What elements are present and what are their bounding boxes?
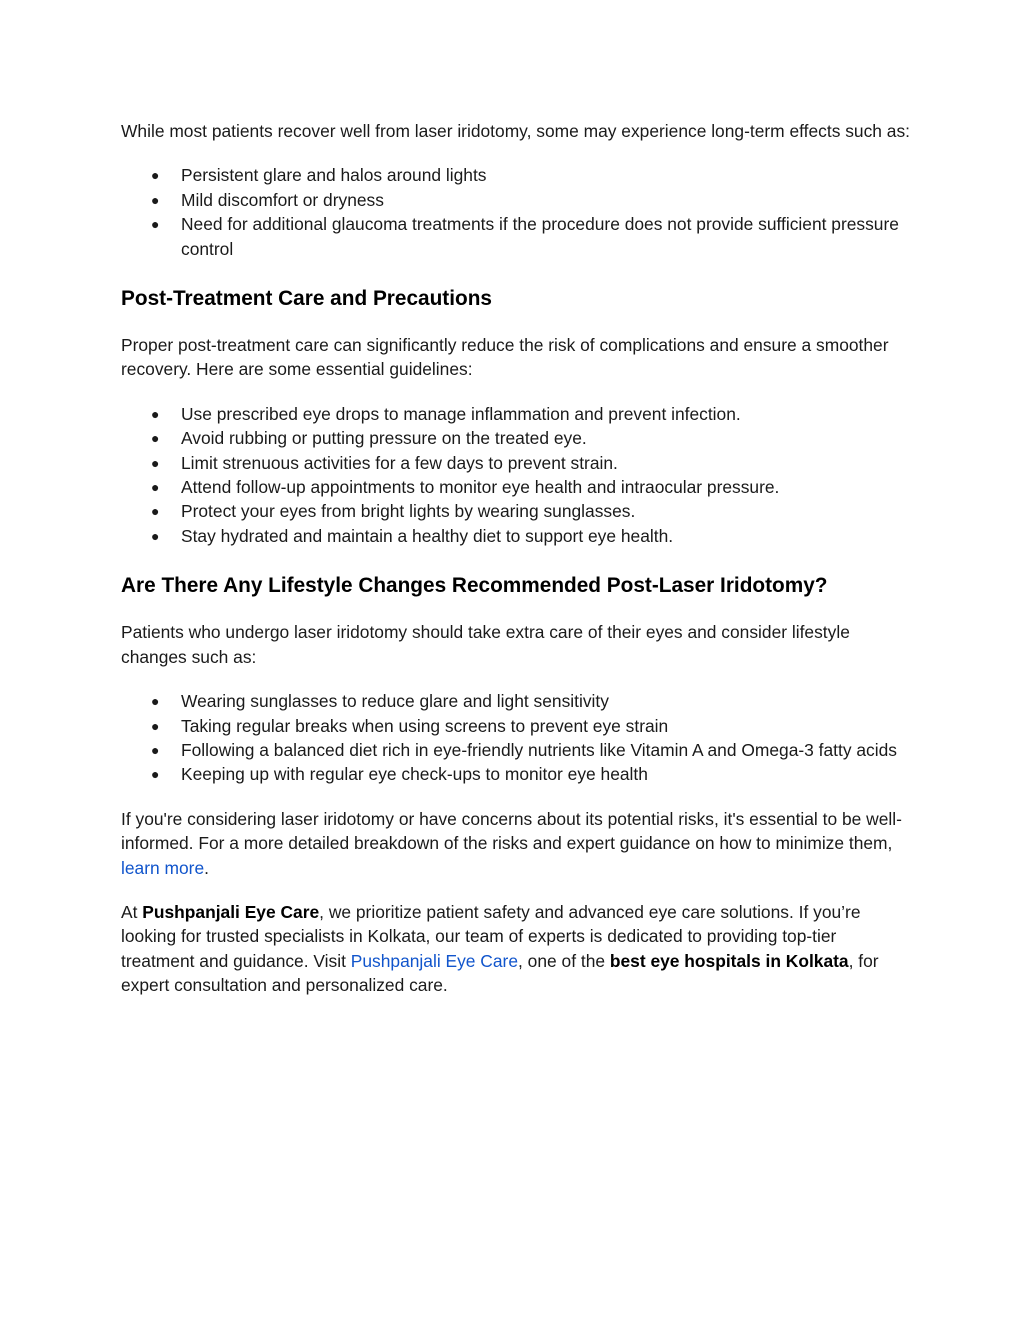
list-item-text: Attend follow-up appointments to monitor eye health and intraocular pressure. bbox=[181, 477, 780, 498]
bullet-icon: ● bbox=[151, 527, 160, 544]
bullet-icon: ● bbox=[151, 216, 160, 233]
bullet-icon: ● bbox=[151, 503, 160, 520]
list-item-text: Avoid rubbing or putting pressure on the treated eye. bbox=[181, 428, 587, 449]
clinic-link[interactable]: Pushpanjali Eye Care bbox=[350, 950, 519, 971]
closing-paragraph bbox=[121, 900, 911, 998]
closing-text: , one of the bbox=[518, 950, 610, 971]
list-item-text: Limit strenuous activities for a few days to prevent strain. bbox=[181, 452, 618, 473]
intro-paragraph: While most patients recover well from laser iridotomy, some may experience long-term effects such as: bbox=[121, 121, 910, 141]
bullet-icon: ● bbox=[151, 693, 160, 710]
list-item-text: Taking regular breaks when using screens to prevent eye strain bbox=[181, 715, 669, 736]
list-item-text: Mild discomfort or dryness bbox=[181, 189, 384, 210]
list-item-text: Persistent glare and halos around lights bbox=[181, 165, 487, 186]
long-term-effects-list bbox=[121, 163, 911, 261]
bullet-icon: ● bbox=[151, 167, 160, 184]
risks-text: If you're considering laser iridotomy or have concerns about its potential risks, it's essential to be well-informed. For a more detailed breakdown of the risks and expert guidance on how to minimize them, bbox=[121, 808, 902, 854]
list-item bbox=[121, 524, 911, 548]
lifestyle-intro: Patients who undergo laser iridotomy should take extra care of their eyes and consider lifestyle changes such as: bbox=[121, 622, 850, 667]
bullet-icon: ● bbox=[151, 430, 160, 447]
list-item-text: Following a balanced diet rich in eye-friendly nutrients like Vitamin A and Omega-3 fatty acids bbox=[181, 739, 897, 760]
list-item bbox=[121, 714, 911, 738]
bullet-icon: ● bbox=[151, 741, 160, 758]
closing-text: , we prioritize patient safety and advanced eye care solutions. If you’re looking for trusted specialists in Kolkata, our team of experts is dedicated to providing top-tier treatment and guidance. Visit bbox=[121, 901, 861, 971]
list-item bbox=[121, 762, 911, 786]
list-item bbox=[121, 499, 911, 523]
document-page bbox=[121, 119, 911, 998]
lifestyle-list bbox=[121, 689, 911, 787]
list-item-text: Use prescribed eye drops to manage inflammation and prevent infection. bbox=[181, 403, 741, 424]
list-item bbox=[121, 188, 911, 212]
list-item bbox=[121, 689, 911, 713]
list-item bbox=[121, 738, 911, 762]
bullet-icon: ● bbox=[151, 766, 160, 783]
closing-text: , for expert consultation and personalized care. bbox=[121, 950, 879, 996]
list-item bbox=[121, 212, 911, 261]
list-item bbox=[121, 451, 911, 475]
list-item-text: Wearing sunglasses to reduce glare and light sensitivity bbox=[181, 691, 609, 712]
post-treatment-heading: Post-Treatment Care and Precautions bbox=[121, 287, 492, 311]
bullet-icon: ● bbox=[151, 454, 160, 471]
list-item bbox=[121, 163, 911, 187]
list-item-text: Protect your eyes from bright lights by wearing sunglasses. bbox=[181, 501, 636, 522]
list-item bbox=[121, 426, 911, 450]
list-item-text: Keeping up with regular eye check-ups to monitor eye health bbox=[181, 764, 648, 785]
list-item-text: Stay hydrated and maintain a healthy diet to support eye health. bbox=[181, 525, 674, 546]
list-item bbox=[121, 402, 911, 426]
risks-paragraph bbox=[121, 807, 911, 880]
closing-text: At bbox=[121, 901, 143, 922]
bullet-icon: ● bbox=[151, 405, 160, 422]
risks-text-end: . bbox=[204, 857, 209, 878]
list-item bbox=[121, 475, 911, 499]
bullet-icon: ● bbox=[151, 717, 160, 734]
clinic-name-bold: Pushpanjali Eye Care bbox=[142, 901, 320, 922]
learn-more-link[interactable]: learn more bbox=[121, 857, 205, 878]
bullet-icon: ● bbox=[151, 479, 160, 496]
list-item-text: Need for additional glaucoma treatments if the procedure does not provide sufficient pressure control bbox=[181, 214, 899, 259]
bullet-icon: ● bbox=[151, 191, 160, 208]
lifestyle-heading: Are There Any Lifestyle Changes Recommended Post-Laser Iridotomy? bbox=[121, 574, 828, 598]
post-treatment-list bbox=[121, 402, 911, 548]
best-hospitals-bold: best eye hospitals in Kolkata bbox=[609, 950, 849, 971]
post-treatment-intro: Proper post-treatment care can significantly reduce the risk of complications and ensure a smoother recovery. Here are some essential guidelines: bbox=[121, 335, 889, 380]
